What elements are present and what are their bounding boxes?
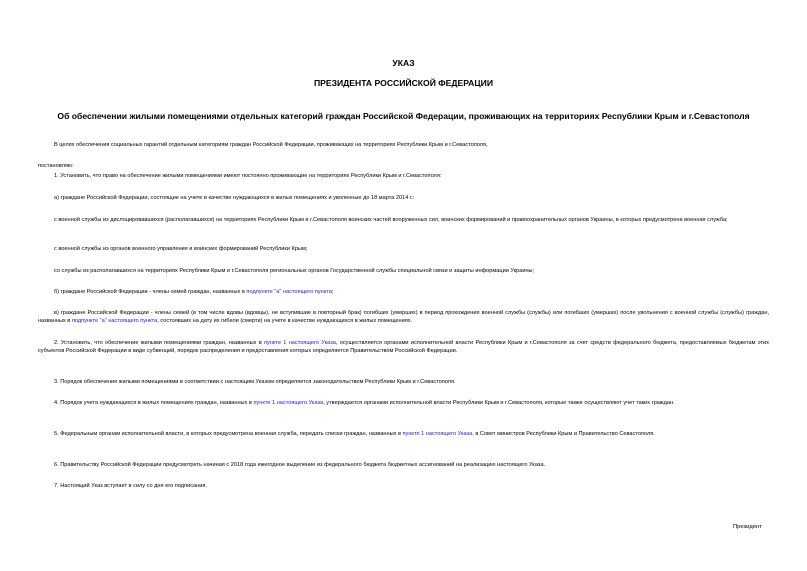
paragraph-3: 3. Порядок обеспечения жилыми помещениями в соответствии с настоящим Указом определяется законодательством Республики Крым и г.Севастополя. [54, 379, 456, 385]
paragraph-1b-end: ; [331, 289, 334, 295]
paragraph-1a: а) граждане Российской Федерации, состоящие на учете в качестве нуждающихся в жилых помещениях и уволенные до 18 марта 2014 г.: [54, 195, 415, 201]
paragraph-1b-text: б) граждане Российской Федерации - члены семей граждан, названных в [54, 289, 247, 295]
intro-paragraph: В целях обеспечения социальных гарантий отдельным категориям граждан Российской Федерации, проживающих на территориях Республики Крым и г.Севастополя, [54, 142, 488, 148]
paragraph-1v-end: , состоявших на дату их гибели (смерти) на учете в качестве нуждающихся в жилых помещениях. [157, 318, 413, 325]
paragraph-5 [38, 430, 769, 438]
paragraph-1a-item2: с военной службы из органов военного управления и воинских формирований Республики Крым; [54, 246, 308, 252]
paragraph-4-end: , утверждается органами исполнительной власти Республики Крым и г.Севастополя, которые также осуществляют учет таких граждан. [323, 400, 675, 406]
paragraph-5-link[interactable]: пункте 1 настоящего Указа [402, 431, 473, 437]
paragraph-2-end: , осуществляется органами исполнительной власти Республики Крым и г.Севастополя за счет средств федерального бюджета, предоставляемых бюджетам этих субъектов Российской Федерации в виде субвенций, порядок распределения и предоставления которых определяется Правительством Российской Федерации. [38, 340, 769, 355]
decree-word: постановляю: [38, 163, 74, 169]
paragraph-2-link[interactable]: пункте 1 настоящего Указа [263, 340, 336, 346]
doc-subtitle: ПРЕЗИДЕНТА РОССИЙСКОЙ ФЕДЕРАЦИИ [313, 78, 494, 88]
paragraph-1v [38, 309, 769, 326]
paragraph-1a-item3: со службы из располагавшихся на территориях Республики Крым и г.Севастополя региональных органов Государственной службы специальной связи и защиты информации Украины; [54, 268, 535, 274]
doc-title: УКАЗ [392, 58, 415, 68]
paragraph-4 [38, 399, 769, 407]
paragraph-4-link[interactable]: пункте 1 настоящего Указа [253, 400, 324, 406]
paragraph-6: 6. Правительству Российской Федерации предусмотреть начиная с 2018 года ежегодное выделение из федерального бюджета бюджетных ассигнований на реализацию настоящего Указа. [54, 462, 546, 468]
paragraph-5-text: 5. Федеральным органам исполнительной власти, в которых предусмотрена военная служба, передать списки граждан, названных в [54, 431, 403, 437]
paragraph-4-text: 4. Порядок учета нуждающихся в жилых помещениях граждан, названных в [54, 400, 254, 406]
paragraph-1b-link[interactable]: подпункте "а" настоящего пункта [246, 289, 332, 295]
signature: Президент [733, 524, 762, 530]
paragraph-2 [38, 339, 769, 356]
paragraph-1v-link[interactable]: подпункте "а" настоящего пункта [71, 318, 158, 325]
paragraph-1a-item1: с военной службы из дислоцировавшихся (располагавшихся) на территориях Республики Крым и г.Севастополя воинских частей вооруженных сил, воинских формирований и правоохранительных органов Украины, в которых предусмотрена военная служба; [54, 217, 728, 223]
paragraph-5-end: , в Совет министров Республики Крым и Правительство Севастополя. [472, 431, 655, 437]
paragraph-2-text: 2. Установить, что обеспечение жилыми помещениями граждан, названных в [54, 340, 264, 346]
paragraph-1b [38, 288, 769, 296]
paragraph-1: 1. Установить, что право на обеспечение жилыми помещениями имеют постоянно проживающие на территориях Республики Крым и г.Севастополя: [54, 173, 442, 179]
doc-heading: Об обеспечении жилыми помещениями отдельных категорий граждан Российской Федерации, проживающих на территориях Республики Крым и г.Севастополя [57, 111, 750, 121]
paragraph-1v-text: в) граждане Российской Федерации - члены семей (в том числе вдовы (вдовцы), не вступившие в повторный брак) погибших (умерших) в период прохождения военной службы (службы) или погибших (умерших) после увольнения с военной службы (службы) граждан, названных в [38, 310, 769, 325]
paragraph-7: 7. Настоящий Указ вступает в силу со дня его подписания. [54, 483, 207, 489]
